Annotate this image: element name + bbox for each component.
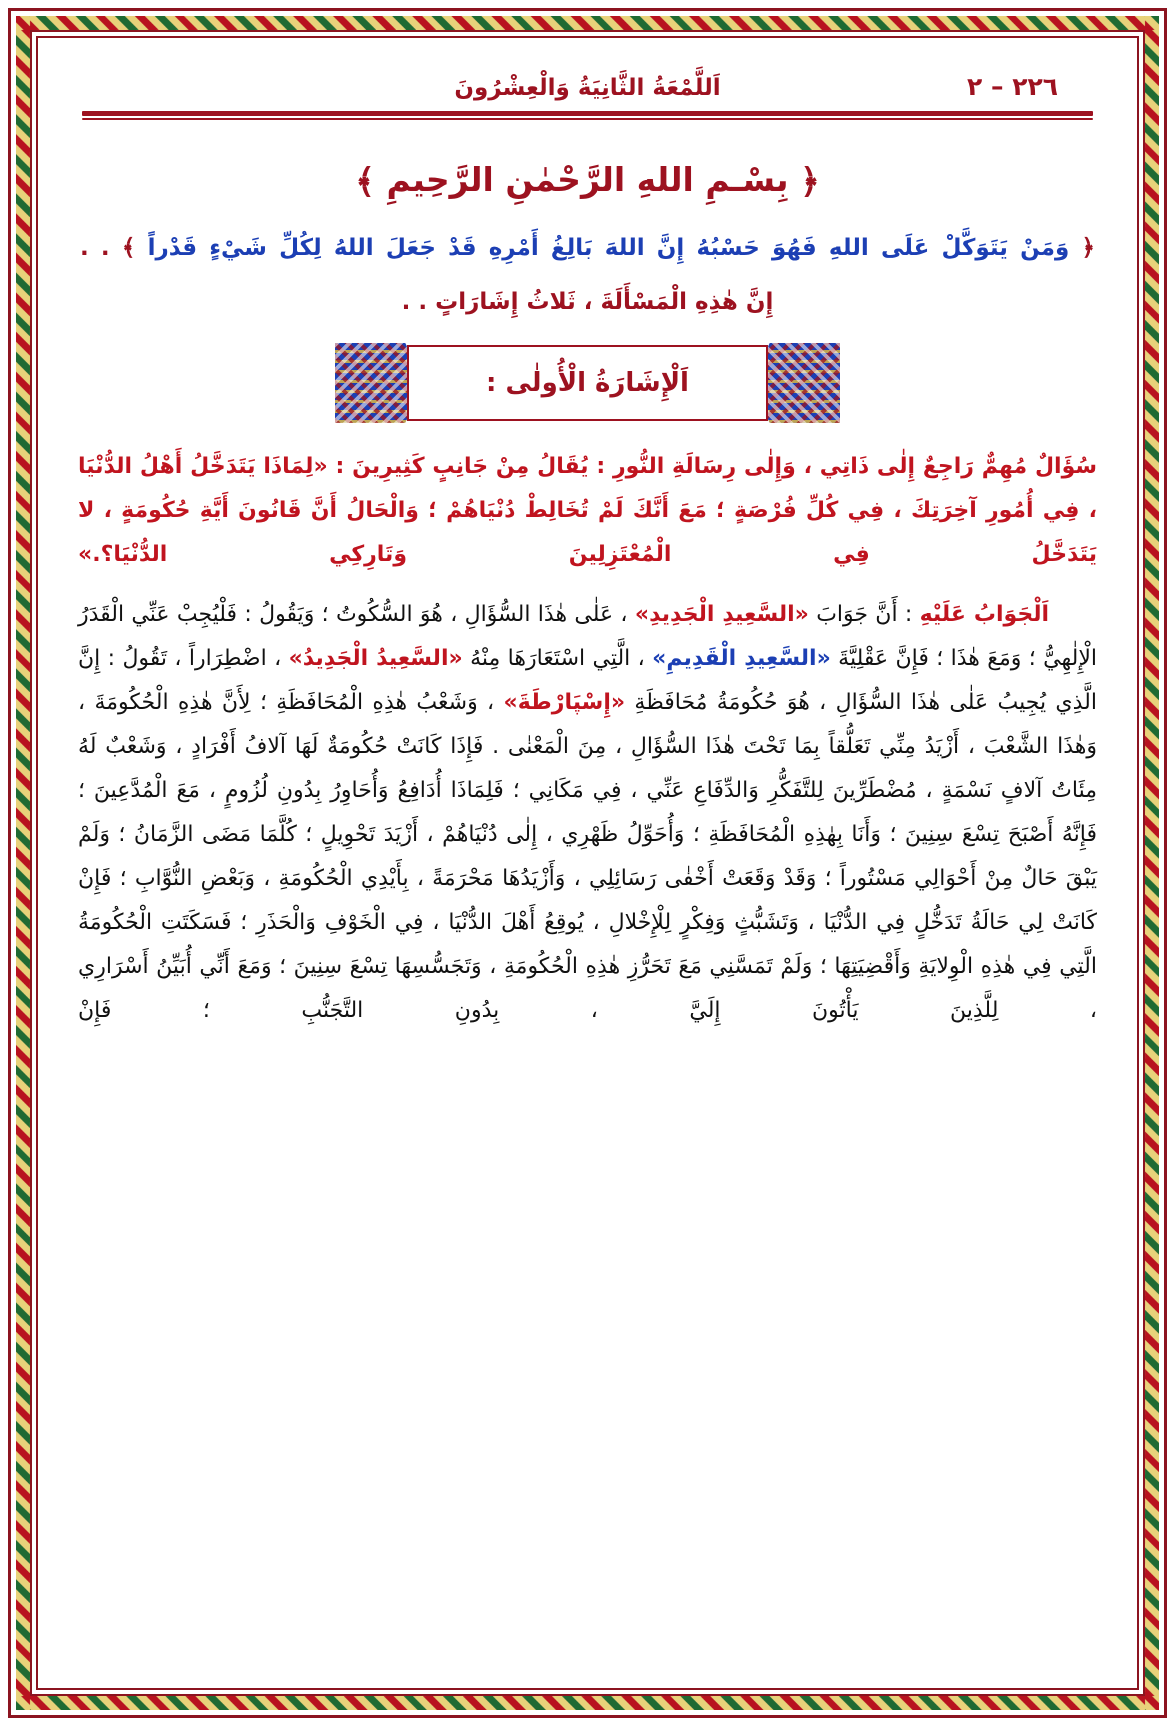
intro-line: إِنَّ هٰذِهِ الْمَسْأَلَةَ ، ثَلاثُ إِشَارَاتٍ . . bbox=[401, 288, 774, 315]
section-heading-box bbox=[407, 345, 768, 421]
page-header bbox=[74, 72, 1101, 101]
page-title: اَللَّمْعَةُ الثَّانِيَةُ وَالْعِشْرُونَ bbox=[454, 75, 721, 101]
verse-open-brace: ﴿ bbox=[1081, 235, 1095, 261]
page-number: ٢٢٦ – ٢ bbox=[967, 72, 1058, 101]
paragraph-question: سُؤَالٌ مُهِمٌّ رَاجِعٌ إِلٰى ذَاتِي ، وَإِلٰى رِسَالَةِ النُّورِ : يُقَالُ مِنْ جَانِبٍ كَثِيرِينَ : «لِمَاذَا يَتَدَخَّلُ أَهْلُ الدُّنْيَا ، فِي أُمُورِ آخِرَتِكَ ، فِي كُلِّ فُرْصَةٍ ؛ مَعَ أَنَّكَ لَمْ تُخَالِطْ دُنْيَاهُمْ ؛ وَالْحَالُ أَنَّ قَانُونَ أَيَّةِ حُكُومَةٍ ، لا يَتَدَخَّلُ فِي الْمُعْتَزِلِينَ وَتَارِكِي الدُّنْيَا؟.» bbox=[78, 453, 1097, 567]
section-heading-label: اَلْإِشَارَةُ الْأُولٰى : bbox=[486, 367, 689, 398]
basmala-ornament-right: ﴿ bbox=[799, 162, 820, 202]
verse-text: وَمَنْ يَتَوَكَّلْ عَلَى اللهِ فَهُوَ حَسْبُهُ إِنَّ اللهَ بَالِغُ أَمْرِهِ قَدْ جَعَلَ اللهُ لِكُلِّ شَيْءٍ قَدْراً bbox=[147, 235, 1070, 261]
quran-verse bbox=[80, 226, 1095, 271]
verse-trailing-dots: . . bbox=[80, 235, 110, 261]
header-rule bbox=[82, 111, 1093, 116]
basmala-line bbox=[74, 160, 1101, 202]
section-heading bbox=[335, 337, 840, 429]
paragraph-answer: اَلْجَوَابُ عَلَيْهِ : أَنَّ جَوَابَ «السَّعِيدِ الْجَدِيدِ» ، عَلٰى هٰذَا السُّؤَالِ ، هُوَ السُّكُوتُ ؛ وَيَقُولُ : فَلْيُجِبْ عَنِّي الْقَدَرُ الْإِلٰهِيُّ ؛ وَمَعَ هٰذَا ؛ فَإِنَّ عَقْلِيَّةَ «السَّعِيدِ الْقَدِيمِ» ، الَّتِي اسْتَعَارَهَا مِنْهُ «السَّعِيدُ الْجَدِيدُ» ، اضْطِرَاراً ، تَقُولُ : إِنَّ الَّذِي يُجِيبُ عَلٰى هٰذَا السُّؤَالِ ، هُوَ حُكُومَةُ مُحَافَظَةِ «إِسْپَارْطَةَ» ، وَشَعْبُ هٰذِهِ الْمُحَافَظَةِ ؛ لِأَنَّ هٰذِهِ الْحُكُومَةَ ، وَهٰذَا الشَّعْبَ ، أَزْيَدُ مِنِّي تَعَلُّقاً بِمَا تَحْتَ هٰذَا السُّؤَالِ ، مِنَ الْمَعْنٰى . فَإِذَا كَانَتْ حُكُومَةٌ لَهَا آلافُ أَفْرَادٍ ، وَشَعْبٌ لَهُ مِئَاتُ آلافٍ نَسْمَةٍ ، مُضْطَرِّينَ لِلتَّفَكُّرِ وَالدِّفَاعِ عَنِّي ، فِي مَكَانِي ؛ فَلِمَاذَا أُدَافِعُ وَأُحَاوِرُ بِدُونِ لُزُومٍ ، مَعَ الْمُدَّعِينَ ؛ فَإِنَّهُ أَصْبَحَ تِسْعَ سِنِينَ ؛ وَأَنَا بِهٰذِهِ الْمُحَافَظَةِ ؛ وَأُحَوِّلُ ظَهْرِي ، إِلٰى دُنْيَاهُمْ ، أَزْيَدَ تَحْوِيلٍ ؛ كُلَّمَا مَضَى الزَّمَانُ ؛ وَلَمْ يَبْقَ حَالٌ مِنْ أَحْوَالِي مَسْتُوراً ؛ وَقَدْ وَقَعَتْ أَخْفٰى رَسَائِلِي ، وَأَزْيَدُهَا مَحْرَمَةً ، بِأَيْدِي الْحُكُومَةِ ، وَبَعْضِ النُّوَّابِ ؛ فَإِنْ كَانَتْ لِي حَالَةُ تَدَخُّلٍ فِي الدُّنْيَا ، وَتَشَبُّثٍ وَفِكْرٍ لِلْإِخْلالِ ، يُوقِعُ أَهْلَ الدُّنْيَا ، فِي الْخَوْفِ وَالْحَذَرِ ؛ فَسَكَتَتِ الْحُكُومَةُ الَّتِي فِي هٰذِهِ الْوِلايَةِ وَأَقْضِيَتِهَا ؛ وَلَمْ تَمَسَّنِي مَعَ تَحَرُّزِ هٰذِهِ الْحُكُومَةِ ، وَتَجَسُّسِهَا تِسْعَ سِنِينَ ؛ وَمَعَ أَنِّي أُبَيِّنُ أَسْرَارِي ، لِلَّذِينَ يَأْتُونَ إِلَيَّ ، بِدُونِ التَّجَنُّبِ ؛ فَإِنْ bbox=[78, 601, 1098, 1023]
basmala-ornament-left: ﴾ bbox=[355, 162, 375, 202]
verse-close-brace: ﴾ bbox=[121, 235, 136, 261]
basmala-text: بِسْـمِ اللهِ الرَّحْمٰنِ الرَّحِيمِ bbox=[386, 160, 789, 199]
header-rule-thin bbox=[82, 118, 1093, 120]
page-content bbox=[52, 54, 1123, 1672]
